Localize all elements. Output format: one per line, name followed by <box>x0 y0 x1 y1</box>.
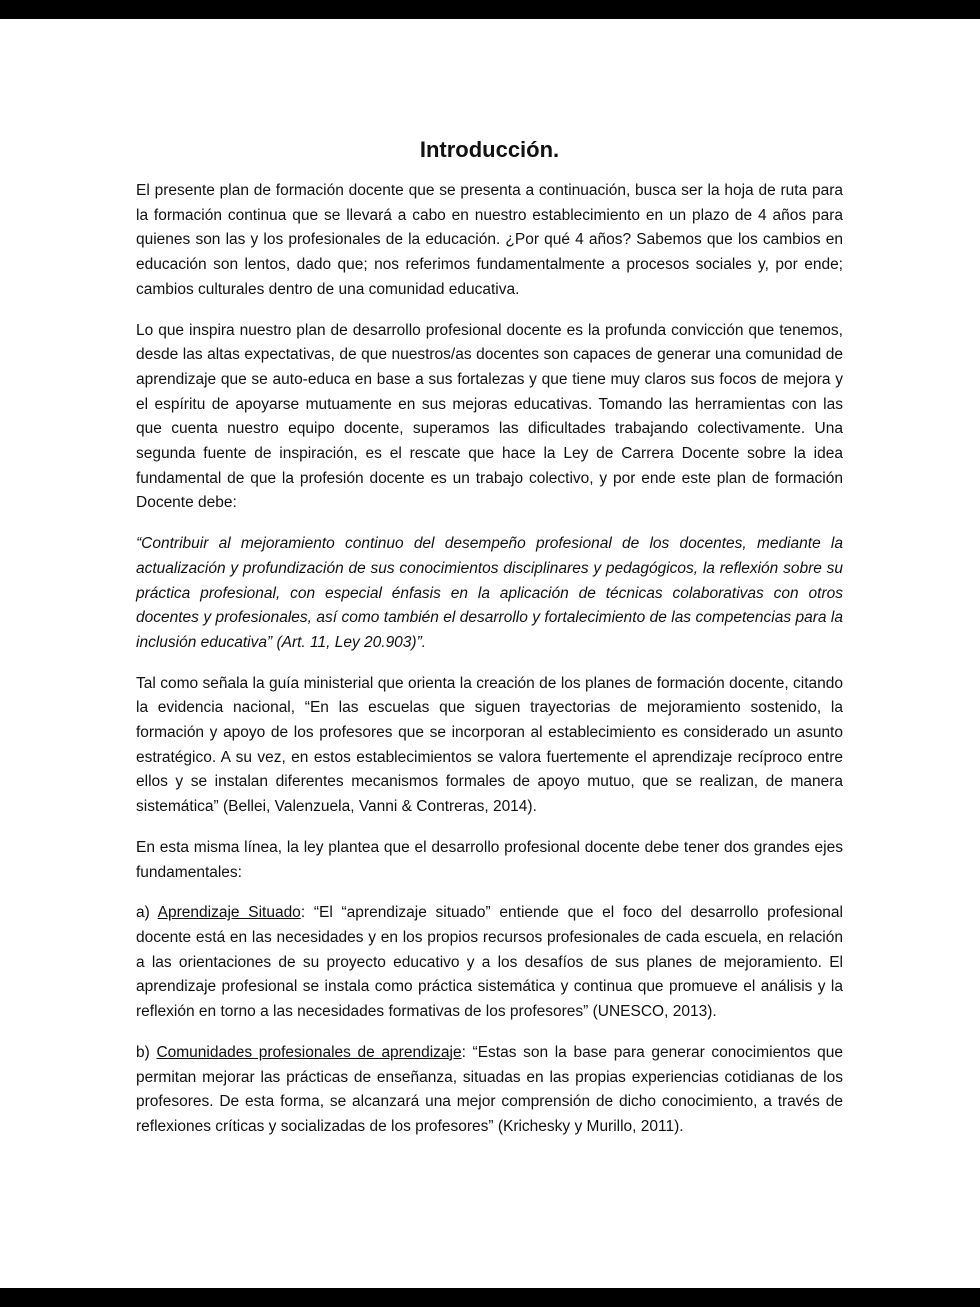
paragraph-ministerial-guide: Tal como señala la guía ministerial que orienta la creación de los planes de formación docente, citando la evidencia nacional, “En las escuelas que siguen trayectorias de mejoramiento sostenido, la formación y apoyo de los profesores que se incorporan al establecimiento es considerado un asunto estratégico. A su vez, en estos establecimientos se valora fuertemente el aprendizaje recíproco entre ellos y se instalan diferentes mecanismos formales de apoyo mutuo, que se realizan, de manera sistemática” (Bellei, Valenzuela, Vanni & Contreras, 2014). <box>136 674 843 816</box>
item-a-text: : “El “aprendizaje situado” entiende que el foco del desarrollo profesional docente está en las necesidades y en los propios recursos profesionales de cada escuela, en relación a las orientaciones de su proyecto educativo y a los desafíos de sus planes de mejoramiento. El aprendizaje profesional se instala como práctica sistemática y continua que promueve el análisis y la reflexión en torno a las necesidades formativas de los profesores” (UNESCO, 2013). <box>136 904 843 1021</box>
item-a-term: Aprendizaje Situado <box>157 904 301 922</box>
list-item-learning-communities <box>136 1041 843 1140</box>
list-item-situated-learning <box>136 901 843 1025</box>
item-b-text: : “Estas son la base para generar conocimientos que permitan mejorar las prácticas de enseñanza, situadas en las propias experiencias cotidianas de los profesores. De esta forma, se alcanzará una mejor comprensión de dicho conocimiento, a través de reflexiones críticas y socializadas de los profesores” (Krichesky y Murillo, 2011). <box>136 1043 844 1135</box>
top-border-bar <box>0 0 980 19</box>
document-page <box>136 134 843 1156</box>
paragraph-law-quote: “Contribuir al mejoramiento continuo del desempeño profesional de los docentes, mediante la actualización y profundización de sus conocimientos disciplinares y pedagógicos, la reflexión sobre su práctica profesional, con especial énfasis en la aplicación de técnicas colaborativas con otros docentes y profesionales, así como también el desarrollo y fortalecimiento de las competencias para la inclusión educativa” (Art. 11, Ley 20.903)”. <box>136 535 843 651</box>
paragraph-inspiration: Lo que inspira nuestro plan de desarrollo profesional docente es la profunda convicción que tenemos, desde las altas expectativas, de que nuestros/as docentes son capaces de generar una comunidad de aprendizaje que se auto-educa en base a sus fortalezas y que tiene muy claros sus focos de mejora y el espíritu de apoyarse mutuamente en sus mejoras educativas. Tomando las herramientas con las que cuenta nuestro equipo docente, superamos las dificultades trabajando colectivamente. Una segunda fuente de inspiración, es el rescate que hace la Ley de Carrera Docente sobre la idea fundamental de que la profesión docente es un trabajo colectivo, y por ende este plan de formación Docente debe: <box>136 321 843 512</box>
paragraph-intro: El presente plan de formación docente que se presenta a continuación, busca ser la hoja de ruta para la formación continua que se llevará a cabo en nuestro establecimiento en un plazo de 4 años para quienes son las y los profesionales de la educación. ¿Por qué 4 años? Sabemos que los cambios en educación son lentos, dado que; nos referimos fundamentalmente a procesos sociales y, por ende; cambios culturales dentro de una comunidad educativa. <box>136 182 843 298</box>
item-a-prefix: a) <box>136 904 158 922</box>
item-b-prefix: b) <box>136 1043 157 1061</box>
item-b-term: Comunidades profesionales de aprendizaje <box>156 1043 462 1061</box>
paragraph-two-axes: En esta misma línea, la ley plantea que el desarrollo profesional docente debe tener dos grandes ejes fundamentales: <box>136 838 843 881</box>
bottom-border-bar <box>0 1288 980 1307</box>
page-title: Introducción. <box>419 137 560 162</box>
